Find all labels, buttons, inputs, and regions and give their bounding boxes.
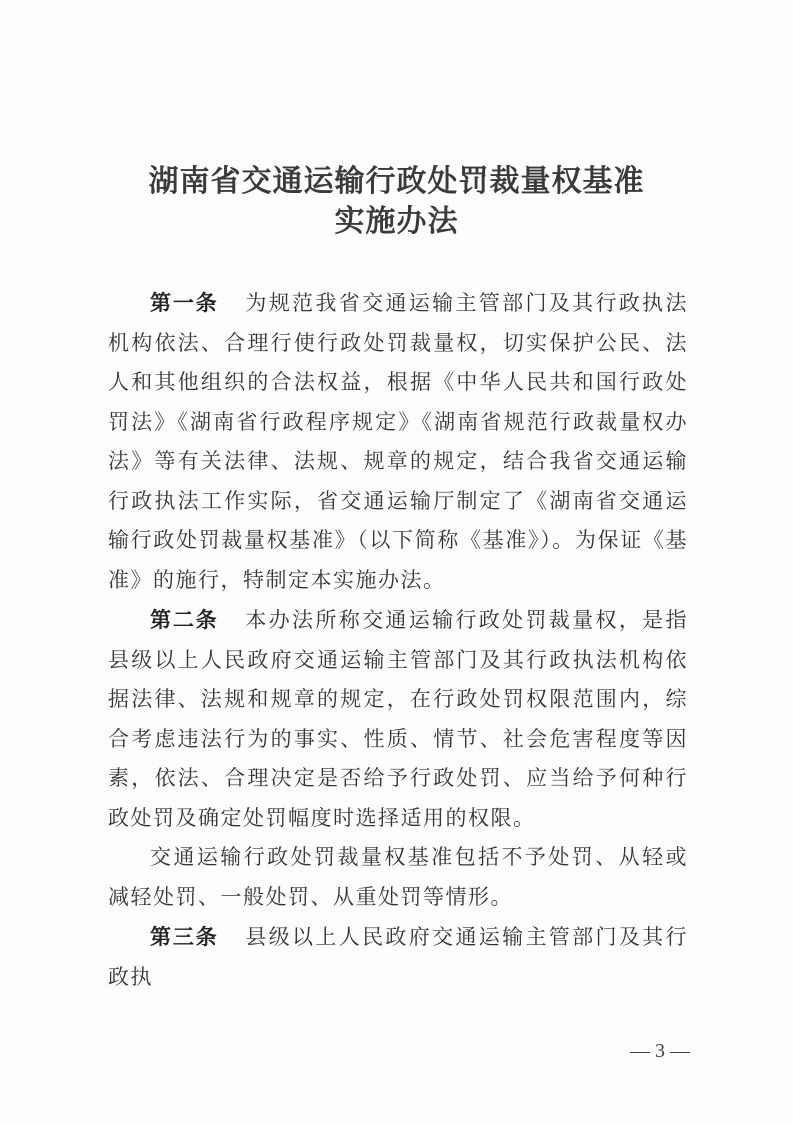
paragraph-text: 本办法所称交通运输行政处罚裁量权，是指县级以上人民政府交通运输主管部门及其行政执法机构依据法律、法规和规章的规定，在行政处罚权限范围内，综合考虑违法行为的事实、性质、情节、社会危害程度等因素，依法、合理决定是否给予行政处罚、应当给予何种行政处罚及确定处罚幅度时选择适用的权限。 [108,608,689,830]
document-body [108,283,688,997]
paragraph-text: 交通运输行政处罚裁量权基准包括不予处罚、从轻或减轻处罚、一般处罚、从重处罚等情形。 [108,845,688,909]
paragraph-text: 县级以上人民政府交通运输主管部门及其行政执 [108,925,689,989]
paragraph-article-2-cont [108,838,688,917]
paragraph-text: 为规范我省交通运输主管部门及其行政执法机构依法、合理行使行政处罚裁量权，切实保护公民、法人和其他组织的合法权益，根据《中华人民共和国行政处罚法》《湖南省行政程序规定》《湖南省规范行政裁量权办法》等有关法律、法规、规章的规定，结合我省交通运输行政执法工作实际，省交通运输厅制定了《湖南省交通运输行政处罚裁量权基准》（以下简称《基准》）。为保证《基准》的施行，特制定本实施办法。 [108,291,689,592]
page-number: — 3 — [630,1040,690,1062]
paragraph-article-1 [108,283,688,600]
document-title-line-2: 实施办法 [334,204,459,239]
document-title-line-1: 湖南省交通运输行政处罚裁量权基准 [148,164,645,199]
article-label: 第三条 [150,924,219,949]
article-label: 第二条 [150,607,219,632]
article-label: 第一条 [150,290,219,315]
paragraph-article-2 [108,600,688,838]
paragraph-article-3 [108,917,688,997]
